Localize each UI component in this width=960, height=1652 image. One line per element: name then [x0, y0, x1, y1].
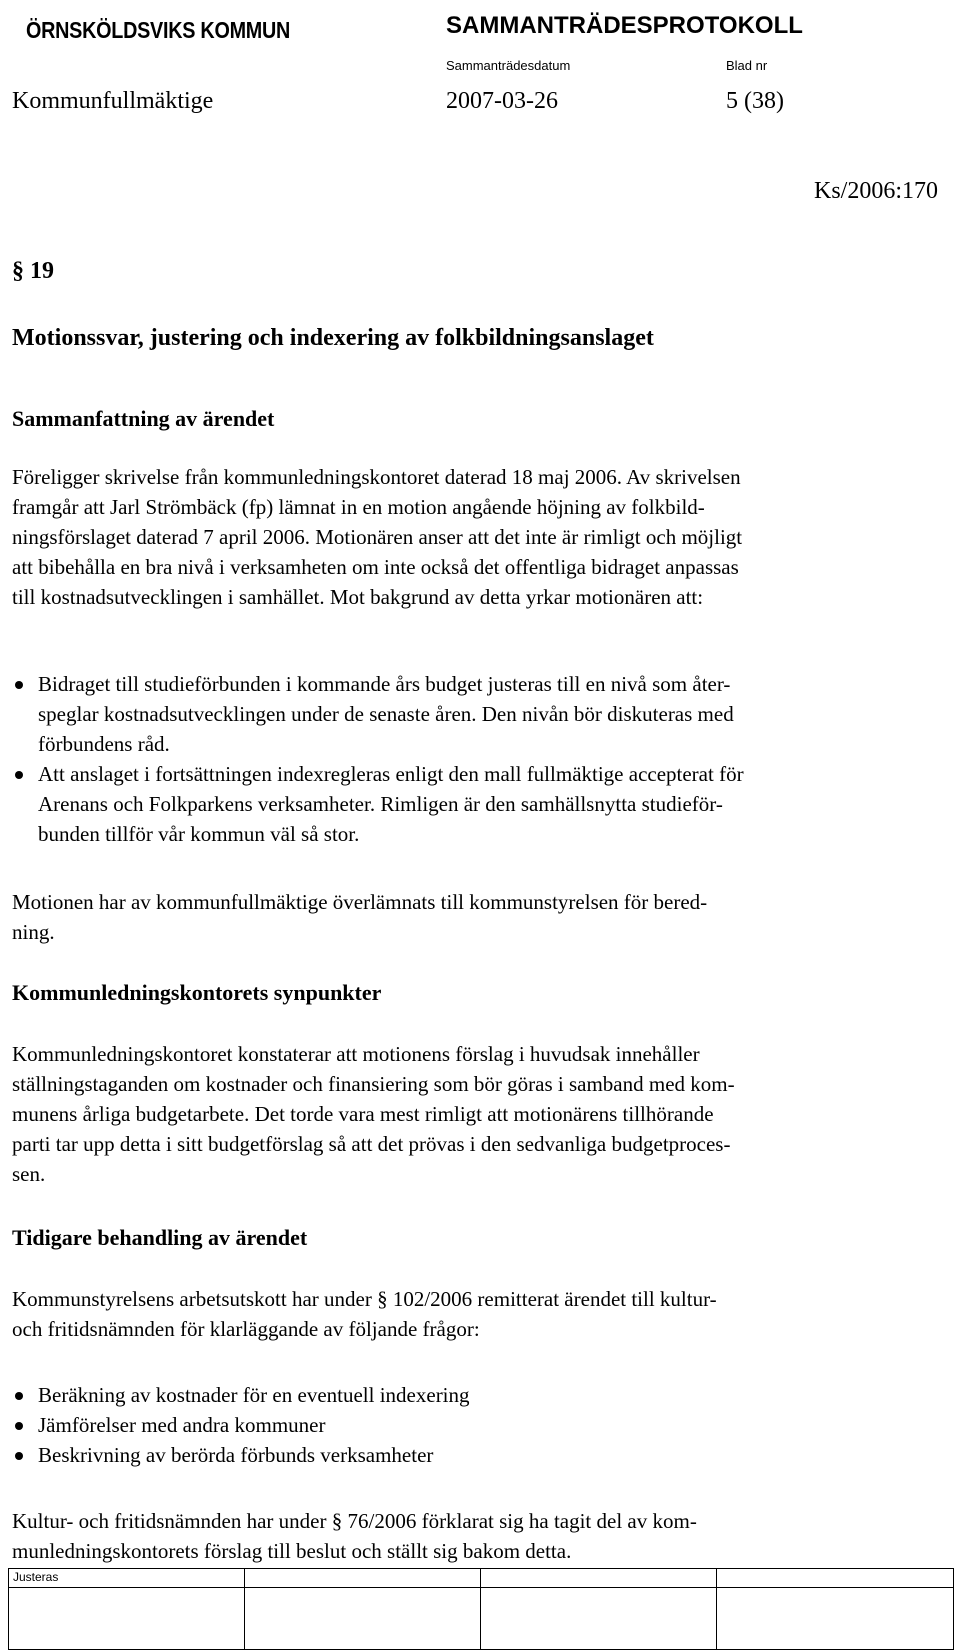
signature-area	[717, 1587, 953, 1649]
viewpoints-paragraph	[12, 1039, 932, 1189]
summary-paragraph	[12, 462, 932, 612]
org-logo	[20, 10, 320, 50]
text-line: munledningskontorets förslag till beslut och ställt sig bakom detta.	[12, 1539, 572, 1563]
previous-bullet-list	[12, 1380, 932, 1470]
text-line: sen.	[12, 1162, 46, 1186]
text-line: Arenans och Folkparkens verksamheter. Rimligen är den samhällsnytta studieför-	[38, 792, 723, 816]
viewpoints-heading: Kommunledningskontorets synpunkter	[12, 980, 382, 1005]
list-item	[12, 1380, 932, 1410]
text-line: och fritidsnämnden för klarläggande av följande frågor:	[12, 1317, 480, 1341]
text-line: Bidraget till studieförbunden i kommande års budget justeras till en nivå som åter-	[38, 672, 731, 696]
text-line: till kostnadsutvecklingen i samhället. Mot bakgrund av detta yrkar motionären att:	[12, 585, 704, 609]
signature-cell	[481, 1569, 717, 1649]
text-line: att bibehålla en bra nivå i verksamheten om inte också det offentliga bidraget anpassas	[12, 555, 739, 579]
bullet-icon	[15, 1392, 23, 1400]
previous-closing	[12, 1506, 932, 1566]
text-line: förbundens råd.	[38, 732, 170, 756]
text-line: bunden tillför vår kommun väl så stor.	[38, 822, 360, 846]
summary-closing	[12, 887, 932, 947]
justeras-label: Justeras	[13, 1570, 59, 1584]
text-line: Motionen har av kommunfullmäktige överlämnats till kommunstyrelsen för bered-	[12, 890, 708, 914]
list-item	[12, 759, 932, 849]
page-label: Blad nr	[726, 58, 768, 73]
text-line: parti tar upp detta i sitt budgetförslag så att det prövas i den sedvanliga budgetproces-	[12, 1132, 731, 1156]
text-line: ningsförslaget daterad 7 april 2006. Motionären anser att det inte är rimligt och möjligt	[12, 525, 743, 549]
case-number: Ks/2006:170	[813, 178, 938, 204]
text-line: Beräkning av kostnader för en eventuell indexering	[38, 1383, 470, 1407]
signature-cell	[9, 1569, 245, 1649]
text-line: ställningstaganden om kostnader och finansiering som bör göras i samband med kom-	[12, 1072, 735, 1096]
section-number	[12, 258, 54, 285]
text-line: Att anslaget i fortsättningen indexregleras enligt den mall fullmäktige accepterat för	[38, 762, 744, 786]
text-line: Kommunledningskontoret konstaterar att motionens förslag i huvudsak innehåller	[12, 1042, 700, 1066]
text-line: ning.	[12, 920, 55, 944]
page-number: 5 (38)	[726, 88, 784, 114]
section-value: 19	[30, 258, 54, 284]
page-title: Motionssvar, justering och indexering av folkbildningsanslaget	[12, 325, 654, 351]
list-item	[12, 1440, 932, 1470]
text-line: Kommunstyrelsens arbetsutskott har under § 102/2006 remitterat ärendet till kultur-	[12, 1287, 717, 1311]
document-type: SAMMANTRÄDESPROTOKOLL	[446, 12, 803, 39]
summary-bullet-list	[12, 669, 932, 849]
signature-area	[9, 1587, 244, 1649]
text-line: speglar kostnadsutvecklingen under de senaste åren. Den nivån bör diskuteras med	[38, 702, 734, 726]
text-line: munens årliga budgetarbete. Det torde vara mest rimligt att motionärens tillhörande	[12, 1102, 714, 1126]
text-line: Kultur- och fritidsnämnden har under § 76/2006 förklarat sig ha tagit del av kom-	[12, 1509, 697, 1533]
bullet-icon	[15, 1452, 23, 1460]
summary-heading: Sammanfattning av ärendet	[12, 406, 275, 431]
text-line: framgår att Jarl Strömbäck (fp) lämnat in en motion angående höjning av folkbild-	[12, 495, 705, 519]
section-symbol: §	[12, 258, 24, 284]
signature-cell	[717, 1569, 953, 1649]
signature-area	[245, 1587, 480, 1649]
previous-heading: Tidigare behandling av ärendet	[12, 1225, 308, 1250]
bullet-icon	[15, 1422, 23, 1430]
text-line: Jämförelser med andra kommuner	[38, 1413, 326, 1437]
previous-intro	[12, 1284, 932, 1344]
signature-table	[8, 1568, 954, 1650]
org-name: ÖRNSKÖLDSVIKS KOMMUN	[26, 16, 291, 43]
bullet-icon	[15, 681, 23, 689]
bullet-icon	[15, 771, 23, 779]
signature-area	[481, 1587, 716, 1649]
list-item	[12, 1410, 932, 1440]
body-name: Kommunfullmäktige	[12, 88, 214, 114]
meeting-date: 2007-03-26	[446, 88, 558, 114]
signature-cell	[245, 1569, 481, 1649]
date-label: Sammanträdesdatum	[446, 58, 571, 73]
text-line: Beskrivning av berörda förbunds verksamheter	[38, 1443, 434, 1467]
text-line: Föreligger skrivelse från kommunledningskontoret daterad 18 maj 2006. Av skrivelsen	[12, 465, 741, 489]
list-item	[12, 669, 932, 759]
